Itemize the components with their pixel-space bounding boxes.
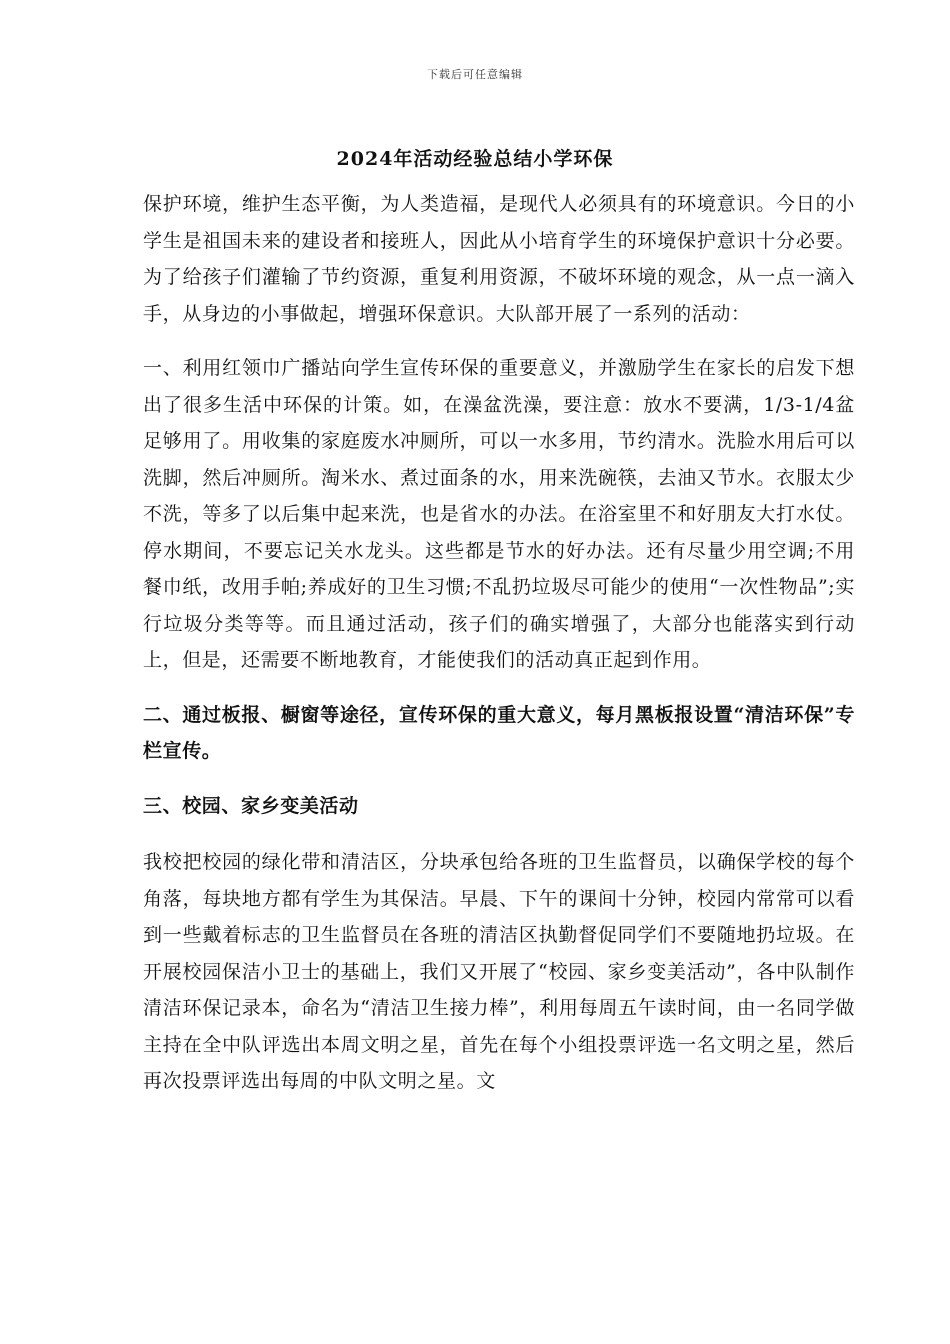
intro-paragraph: 保护环境，维护生态平衡，为人类造福，是现代人必须具有的环境意识。今日的小学生是祖国未来的建设者和接班人，因此从小培育学生的环境保护意识十分必要。为了给孩子们灌输了节约资源，重复利用资源，不破坏环境的观念，从一点一滴入手，从身边的小事做起，增强环保意识。大队部开展了一系列的活动： <box>143 193 855 325</box>
document-body <box>143 186 855 1100</box>
section-two-heading: 二、通过板报、橱窗等途径，宣传环保的重大意义，每月黑板报设置“清洁环保”专栏宣传。 <box>143 703 855 762</box>
document-title: 2024年活动经验总结小学环保 <box>336 148 614 170</box>
section-three-paragraph: 我校把校园的绿化带和清洁区，分块承包给各班的卫生监督员，以确保学校的每个角落，每块地方都有学生为其保洁。早晨、下午的课间十分钟，校园内常常可以看到一些戴着标志的卫生监督员在各班的清洁区执勤督促同学们不要随地扔垃圾。在开展校园保洁小卫士的基础上，我们又开展了“校园、家乡变美活动”，各中队制作清洁环保记录本，命名为“清洁卫生接力棒”，利用每周五午读时间，由一名同学做主持在全中队评选出本周文明之星，首先在每个小组投票评选一名文明之星，然后再次投票评选出每周的中队文明之星。文 <box>143 851 855 1092</box>
section-one-paragraph: 一、利用红领巾广播站向学生宣传环保的重要意义，并激励学生在家长的启发下想出了很多生活中环保的计策。如，在澡盆洗澡，要注意：放水不要满，1/3-1/4盆足够用了。用收集的家庭废水冲厕所，可以一水多用，节约清水。洗脸水用后可以洗脚，然后冲厕所。淘米水、煮过面条的水，用来洗碗筷，去油又节水。衣服太少不洗，等多了以后集中起来洗，也是省水的办法。在浴室里不和好朋友大打水仗。停水期间，不要忘记关水龙头。这些都是节水的好办法。还有尽量少用空调;不用餐巾纸，改用手帕;养成好的卫生习惯;不乱扔垃圾尽可能少的使用“一次性物品”;实行垃圾分类等等。而且通过活动，孩子们的确实增强了，大部分也能落实到行动上，但是，还需要不断地教育，才能使我们的活动真正起到作用。 <box>143 357 855 671</box>
section-three-heading: 三、校园、家乡变美活动 <box>143 794 359 817</box>
header-note: 下载后可任意编辑 <box>427 68 523 81</box>
